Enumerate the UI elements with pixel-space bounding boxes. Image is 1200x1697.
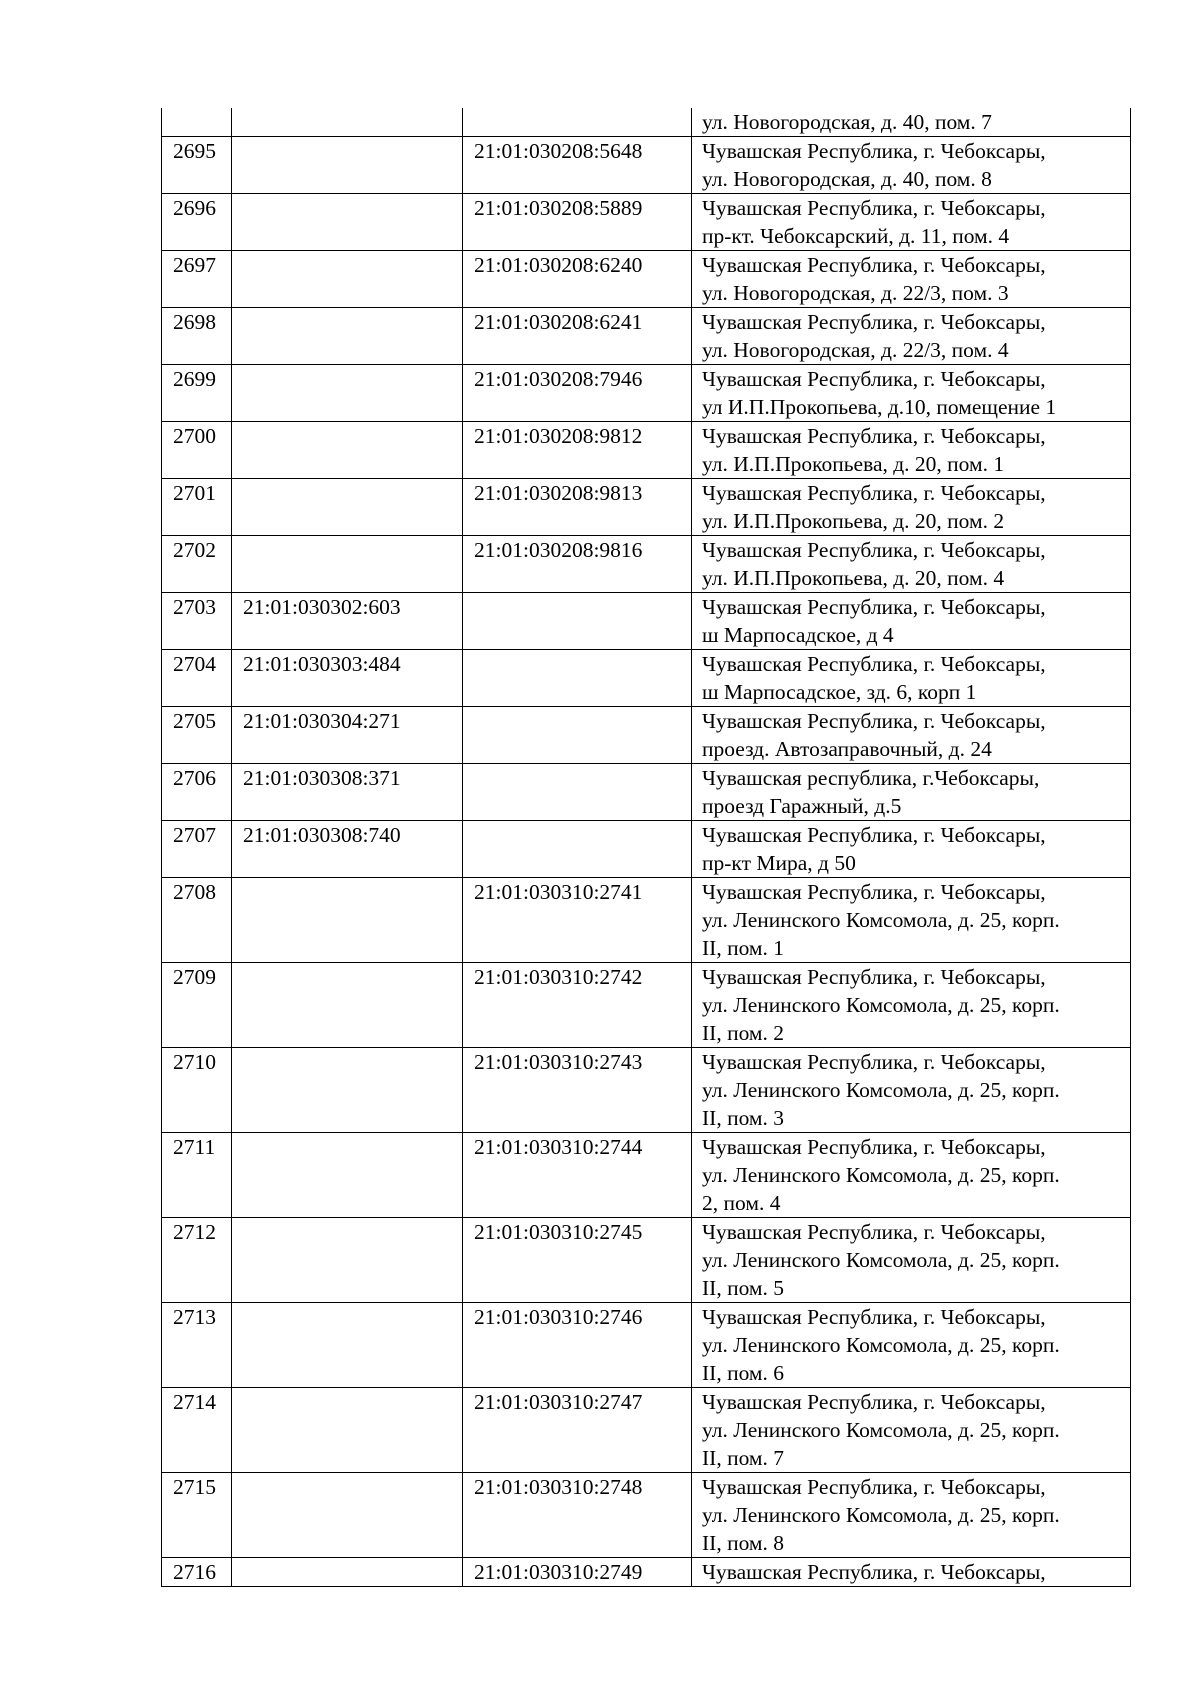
row-number-cell: 2714	[162, 1388, 232, 1473]
row-number-cell: 2711	[162, 1133, 232, 1218]
address-cell: Чувашская Республика, г. Чебоксары, ул. И.П.Прокопьева, д. 20, пом. 2	[692, 479, 1131, 536]
room-cadastral-cell: 21:01:030310:2744	[463, 1133, 692, 1218]
table-row	[162, 479, 1131, 536]
address-cell: Чувашская Республика, г. Чебоксары, ул. Новогородская, д. 40, пом. 8	[692, 137, 1131, 194]
address-cell: Чувашская Республика, г. Чебоксары, ул. Ленинского Комсомола, д. 25, корп. II, пом. 5	[692, 1218, 1131, 1303]
address-cell: Чувашская Республика, г. Чебоксары, ул. Ленинского Комсомола, д. 25, корп. II, пом. 7	[692, 1388, 1131, 1473]
room-cadastral-cell	[463, 108, 692, 137]
address-cell: Чувашская Республика, г. Чебоксары, ул. Ленинского Комсомола, д. 25, корп. II, пом. 3	[692, 1048, 1131, 1133]
room-cadastral-cell: 21:01:030208:7946	[463, 365, 692, 422]
row-number-cell: 2700	[162, 422, 232, 479]
room-cadastral-cell: 21:01:030310:2748	[463, 1473, 692, 1558]
land-cadastral-cell	[232, 365, 463, 422]
land-cadastral-cell	[232, 422, 463, 479]
room-cadastral-cell	[463, 593, 692, 650]
table-row	[162, 963, 1131, 1048]
row-number-cell: 2715	[162, 1473, 232, 1558]
room-cadastral-cell: 21:01:030310:2745	[463, 1218, 692, 1303]
row-number-cell: 2701	[162, 479, 232, 536]
address-cell: Чувашская Республика, г. Чебоксары, ул. Ленинского Комсомола, д. 25, корп. II, пом. 2	[692, 963, 1131, 1048]
room-cadastral-cell	[463, 650, 692, 707]
land-cadastral-cell	[232, 251, 463, 308]
address-cell: ул. Новогородская, д. 40, пом. 7	[692, 108, 1131, 137]
room-cadastral-cell: 21:01:030208:9812	[463, 422, 692, 479]
table-row	[162, 650, 1131, 707]
address-cell: Чувашская Республика, г. Чебоксары, пр-кт. Чебоксарский, д. 11, пом. 4	[692, 194, 1131, 251]
land-cadastral-cell: 21:01:030304:271	[232, 707, 463, 764]
address-cell: Чувашская Республика, г. Чебоксары, ул И.П.Прокопьева, д.10, помещение 1	[692, 365, 1131, 422]
address-cell: Чувашская Республика, г. Чебоксары, ул. Новогородская, д. 22/3, пом. 3	[692, 251, 1131, 308]
table-row	[162, 422, 1131, 479]
address-cell: Чувашская Республика, г. Чебоксары, ул. И.П.Прокопьева, д. 20, пом. 4	[692, 536, 1131, 593]
table-row	[162, 878, 1131, 963]
address-cell: Чувашская Республика, г. Чебоксары, ул. Ленинского Комсомола, д. 25, корп. 2, пом. 4	[692, 1133, 1131, 1218]
row-number-cell: 2704	[162, 650, 232, 707]
address-cell: Чувашская Республика, г. Чебоксары, ул. Новогородская, д. 22/3, пом. 4	[692, 308, 1131, 365]
room-cadastral-cell: 21:01:030208:6241	[463, 308, 692, 365]
row-number-cell: 2706	[162, 764, 232, 821]
property-table	[161, 108, 1131, 1587]
address-cell: Чувашская Республика, г. Чебоксары, ул. Ленинского Комсомола, д. 25, корп. II, пом. 8	[692, 1473, 1131, 1558]
address-cell: Чувашская Республика, г. Чебоксары, пр-кт Мира, д 50	[692, 821, 1131, 878]
table-row	[162, 108, 1131, 137]
row-number-cell: 2708	[162, 878, 232, 963]
row-number-cell: 2716	[162, 1558, 232, 1587]
table-row	[162, 1303, 1131, 1388]
room-cadastral-cell	[463, 821, 692, 878]
address-cell: Чувашская республика, г.Чебоксары, проезд Гаражный, д.5	[692, 764, 1131, 821]
row-number-cell: 2698	[162, 308, 232, 365]
room-cadastral-cell: 21:01:030310:2741	[463, 878, 692, 963]
row-number-cell: 2713	[162, 1303, 232, 1388]
table-row	[162, 536, 1131, 593]
address-cell: Чувашская Республика, г. Чебоксары, ш Марпосадское, д 4	[692, 593, 1131, 650]
row-number-cell: 2703	[162, 593, 232, 650]
room-cadastral-cell	[463, 764, 692, 821]
land-cadastral-cell	[232, 1303, 463, 1388]
land-cadastral-cell	[232, 108, 463, 137]
land-cadastral-cell	[232, 479, 463, 536]
room-cadastral-cell: 21:01:030310:2749	[463, 1558, 692, 1587]
table-row	[162, 1388, 1131, 1473]
row-number-cell: 2696	[162, 194, 232, 251]
land-cadastral-cell	[232, 308, 463, 365]
land-cadastral-cell	[232, 137, 463, 194]
property-table-body	[162, 108, 1131, 1587]
table-row	[162, 1218, 1131, 1303]
address-cell: Чувашская Республика, г. Чебоксары,	[692, 1558, 1131, 1587]
table-row	[162, 365, 1131, 422]
land-cadastral-cell	[232, 1473, 463, 1558]
table-row	[162, 308, 1131, 365]
land-cadastral-cell: 21:01:030302:603	[232, 593, 463, 650]
row-number-cell: 2705	[162, 707, 232, 764]
land-cadastral-cell	[232, 878, 463, 963]
land-cadastral-cell	[232, 536, 463, 593]
table-row	[162, 137, 1131, 194]
address-cell: Чувашская Республика, г. Чебоксары, ул. Ленинского Комсомола, д. 25, корп. II, пом. 1	[692, 878, 1131, 963]
table-row	[162, 251, 1131, 308]
row-number-cell	[162, 108, 232, 137]
table-row	[162, 821, 1131, 878]
room-cadastral-cell: 21:01:030208:5648	[463, 137, 692, 194]
address-cell: Чувашская Республика, г. Чебоксары, ш Марпосадское, зд. 6, корп 1	[692, 650, 1131, 707]
land-cadastral-cell	[232, 1218, 463, 1303]
table-row	[162, 1473, 1131, 1558]
table-row	[162, 1558, 1131, 1587]
row-number-cell: 2699	[162, 365, 232, 422]
room-cadastral-cell: 21:01:030310:2742	[463, 963, 692, 1048]
room-cadastral-cell	[463, 707, 692, 764]
room-cadastral-cell: 21:01:030208:9816	[463, 536, 692, 593]
table-row	[162, 593, 1131, 650]
table-row	[162, 194, 1131, 251]
room-cadastral-cell: 21:01:030310:2747	[463, 1388, 692, 1473]
land-cadastral-cell: 21:01:030308:740	[232, 821, 463, 878]
land-cadastral-cell	[232, 1133, 463, 1218]
row-number-cell: 2710	[162, 1048, 232, 1133]
row-number-cell: 2707	[162, 821, 232, 878]
table-row	[162, 1133, 1131, 1218]
row-number-cell: 2709	[162, 963, 232, 1048]
table-row	[162, 1048, 1131, 1133]
land-cadastral-cell	[232, 963, 463, 1048]
address-cell: Чувашская Республика, г. Чебоксары, ул. Ленинского Комсомола, д. 25, корп. II, пом. 6	[692, 1303, 1131, 1388]
land-cadastral-cell	[232, 1048, 463, 1133]
row-number-cell: 2695	[162, 137, 232, 194]
room-cadastral-cell: 21:01:030208:5889	[463, 194, 692, 251]
land-cadastral-cell: 21:01:030303:484	[232, 650, 463, 707]
address-cell: Чувашская Республика, г. Чебоксары, ул. И.П.Прокопьева, д. 20, пом. 1	[692, 422, 1131, 479]
address-cell: Чувашская Республика, г. Чебоксары, проезд. Автозаправочный, д. 24	[692, 707, 1131, 764]
room-cadastral-cell: 21:01:030310:2746	[463, 1303, 692, 1388]
room-cadastral-cell: 21:01:030310:2743	[463, 1048, 692, 1133]
row-number-cell: 2702	[162, 536, 232, 593]
land-cadastral-cell	[232, 194, 463, 251]
row-number-cell: 2697	[162, 251, 232, 308]
room-cadastral-cell: 21:01:030208:9813	[463, 479, 692, 536]
table-row	[162, 764, 1131, 821]
row-number-cell: 2712	[162, 1218, 232, 1303]
room-cadastral-cell: 21:01:030208:6240	[463, 251, 692, 308]
land-cadastral-cell	[232, 1388, 463, 1473]
land-cadastral-cell: 21:01:030308:371	[232, 764, 463, 821]
land-cadastral-cell	[232, 1558, 463, 1587]
table-row	[162, 707, 1131, 764]
